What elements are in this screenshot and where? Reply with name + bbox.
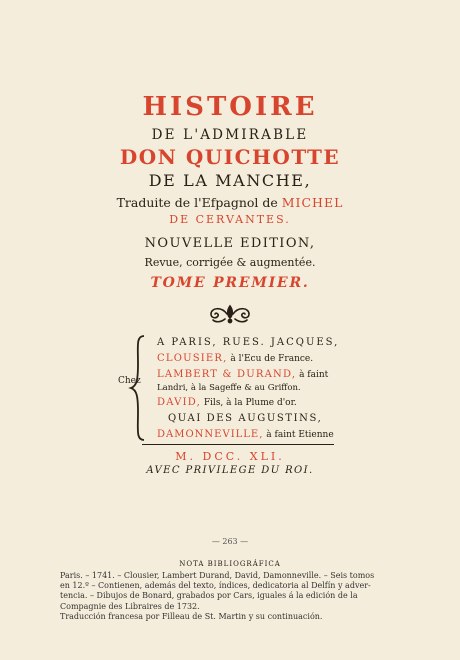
bibliographic-note bbox=[60, 571, 400, 622]
david-address: Fils, à la Plume d'or. bbox=[200, 398, 297, 408]
revised-line: Revue, corrigée & augmentée. bbox=[144, 256, 316, 269]
note-heading: NOTA BIBLIOGRÁFICA bbox=[179, 560, 281, 568]
printer-clousier: CLOUSIER, bbox=[157, 353, 228, 364]
imprint-quai: QUAI DES AUGUSTINS, bbox=[168, 413, 323, 424]
damonneville-address: à faint Etienne bbox=[263, 430, 334, 440]
printer-damonneville: DAMONNEVILLE, bbox=[157, 429, 264, 440]
note-line: Traducción francesa por Filleau de St. Martin y su continuación. bbox=[60, 611, 323, 621]
imprint-paris: A PARIS, RUES. JACQUES, bbox=[157, 337, 340, 348]
year: M. DCC. XLI. bbox=[175, 450, 285, 463]
imprint-lambert bbox=[157, 369, 328, 380]
author-first: MICHEL bbox=[281, 195, 344, 210]
imprint-david bbox=[157, 397, 297, 408]
note-line: Compagnie des Libraires de 1732. bbox=[60, 601, 200, 611]
note-line: en 12.º – Contienen, además del texto, índices, dedicatoria al Delfín y adver- bbox=[60, 581, 371, 591]
translation-prefix: Traduite de l'Efpagnol de bbox=[116, 195, 282, 210]
divider-rule bbox=[142, 444, 334, 445]
fleuron-ornament-icon bbox=[205, 302, 255, 324]
imprint-clousier bbox=[157, 353, 313, 364]
title-de-ladmirable: DE L'ADMIRABLE bbox=[151, 127, 309, 143]
chez-label: Chez bbox=[118, 376, 141, 386]
title-de-la-manche: DE LA MANCHE, bbox=[148, 171, 312, 190]
lambert-address: à faint bbox=[296, 370, 329, 380]
title-histoire: HISTOIRE bbox=[142, 92, 318, 122]
title-don-quichotte: DON QUICHOTTE bbox=[119, 145, 341, 169]
printer-lambert-durand: LAMBERT & DURAND, bbox=[157, 369, 297, 380]
imprint-landri: Landri, à la Sageffe & au Griffon. bbox=[157, 383, 301, 393]
clousier-address: à l'Ecu de France. bbox=[227, 354, 314, 364]
page-number: — 263 — bbox=[211, 537, 249, 546]
translation-line bbox=[0, 195, 460, 210]
author-last: DE CERVANTES. bbox=[169, 213, 291, 226]
edition-line: NOUVELLE EDITION, bbox=[144, 236, 316, 251]
brace-icon bbox=[128, 334, 148, 442]
printer-david: DAVID, bbox=[157, 397, 201, 408]
privilege: AVEC PRIVILEGE DU ROI. bbox=[146, 465, 314, 476]
note-line: Paris. – 1741. – Clousier, Lambert Durand, David, Damonneville. – Seis tomos bbox=[60, 571, 375, 580]
note-line: tencia. – Dibujos de Bonard, grabados por Cars, iguales á la edición de la bbox=[60, 591, 358, 601]
tome-premier: TOME PREMIER. bbox=[150, 275, 310, 291]
imprint-damonneville bbox=[157, 429, 334, 440]
